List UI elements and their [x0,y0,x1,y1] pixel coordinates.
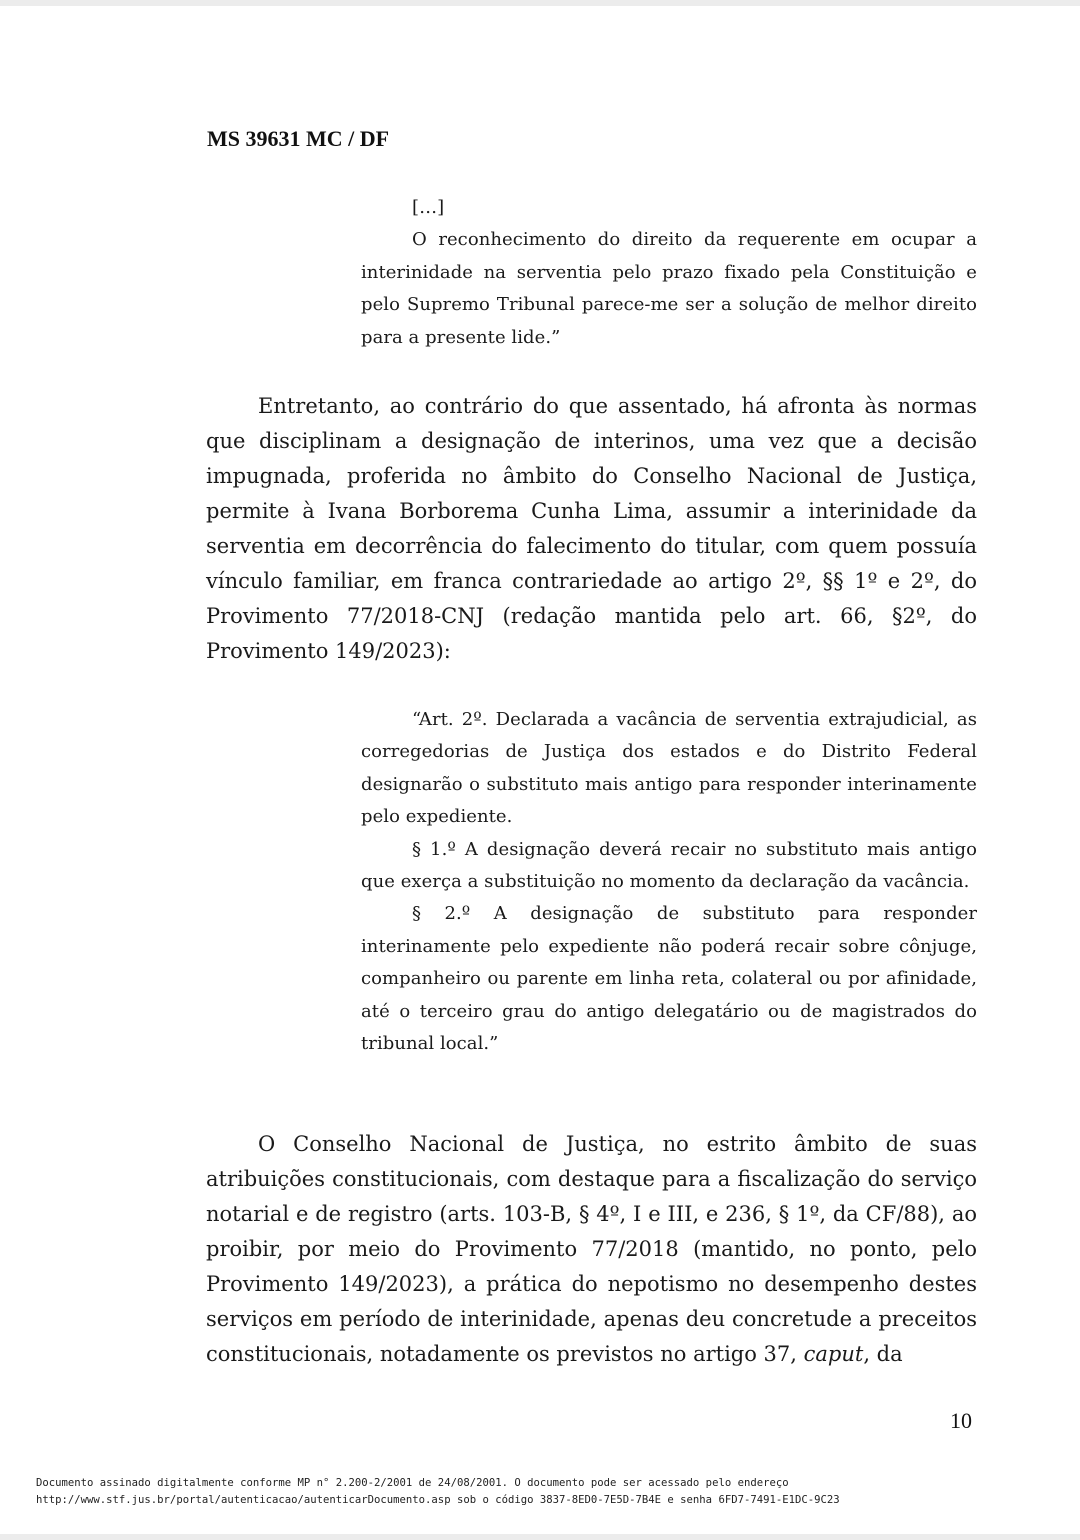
caput-italic: caput [803,1342,864,1366]
block-quote-decision-excerpt [361,192,977,354]
footer-line-signature: Documento assinado digitalmente conforme MP n° 2.200-2/2001 de 24/08/2001. O documento pode ser acessado pelo endereço [36,1477,789,1489]
page-number: 10 [950,1408,972,1433]
body-paragraph-cnj-competence [206,1127,977,1372]
quote-paragraph: O reconhecimento do direito da requerente em ocupar a interinidade na serventia pelo prazo fixado pela Constituição e pelo Supremo Tribunal parece-me ser a solução de melhor direito para a presente lide.” [361,229,977,348]
block-quote-provimento-article [361,704,977,1060]
paragraph-1-text: § 1.º A designação deverá recair no substituto mais antigo que exerça a substituição no momento da declaração da vacância. [361,838,977,893]
paragraph-2-text: § 2.º A designação de substituto para responder interinamente pelo expediente não poderá recair sobre cônjuge, companheiro ou parente em linha reta, colateral ou por afinidade, até o terceiro grau do antigo delegatário ou de magistrados do tribunal local.” [361,903,977,1055]
paragraph-text-start: O Conselho Nacional de Justiça, no estrito âmbito de suas atribuições constitucionais, com destaque para a fiscalização do serviço notarial e de registro (arts. 103-B, § 4º, I e III, e 236, § 1º, da CF/88), ao proibir, por meio do Provimento 77/2018 (mantido, no ponto, pelo Provimento 149/2023), a prática do nepotismo no desempenho destes serviços em período de interinidade, apenas deu concretude a preceitos constitucionais, notadamente os previstos no artigo 37, [206,1132,977,1366]
paragraph-text-end: , da [863,1342,903,1366]
footer-line-verification-url: http://www.stf.jus.br/portal/autenticacao/autenticarDocumento.asp sob o código 3837-8ED0-7E5D-7B4E e senha 6FD7-7491-E1DC-9C23 [36,1494,840,1506]
digital-signature-footer [36,1475,840,1509]
article-2-text: “Art. 2º. Declarada a vacância de serventia extrajudicial, as corregedorias de Justiça dos estados e do Distrito Federal designarão o substituto mais antigo para responder interinamente pelo expediente. [361,709,977,828]
quote-ellipsis: […] [412,197,445,218]
body-paragraph-nepotism-rule: Entretanto, ao contrário do que assentado, há afronta às normas que disciplinam a designação de interinos, uma vez que a decisão impugnada, proferida no âmbito do Conselho Nacional de Justiça, permite à Ivana Borborema Cunha Lima, assumir a interinidade da serventia em decorrência do falecimento do titular, com quem possuía vínculo familiar, em franca contrariedade ao artigo 2º, §§ 1º e 2º, do Provimento 77/2018-CNJ (redação mantida pelo art. 66, §2º, do Provimento 149/2023): [206,394,977,663]
case-title: MS 39631 MC / DF [207,126,390,151]
document-page [0,6,1080,1534]
